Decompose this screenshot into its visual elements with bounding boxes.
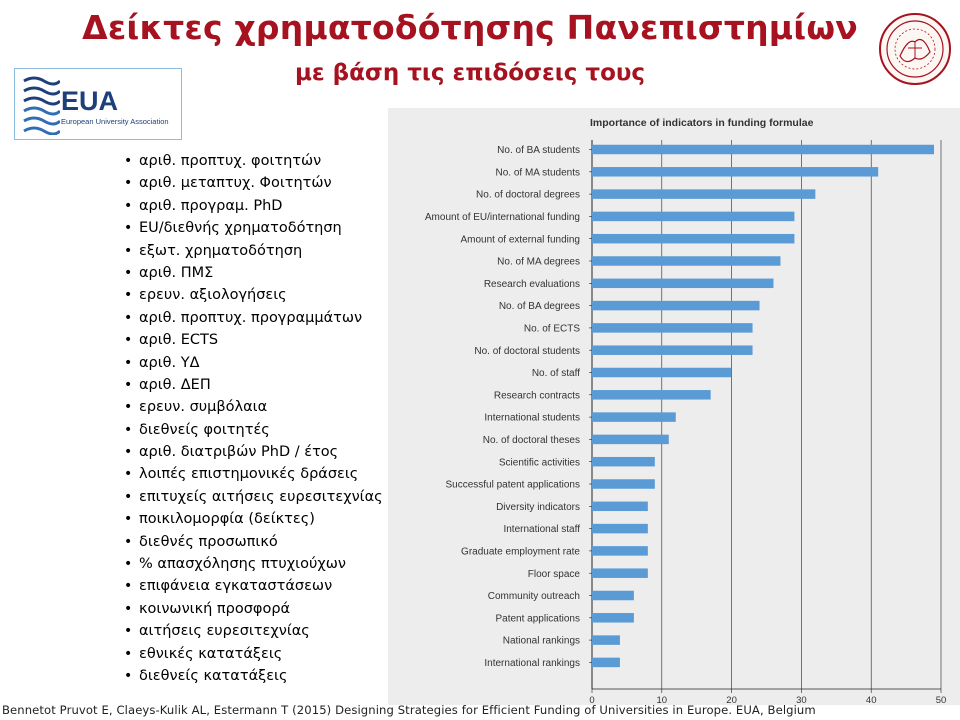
bullet-item: • λοιπές επιστημονικές δράσεις [124, 463, 383, 485]
bar [592, 435, 669, 445]
bar [592, 568, 648, 578]
bar [592, 234, 794, 244]
x-tick-label: 30 [796, 695, 807, 705]
x-tick-label: 50 [935, 695, 947, 705]
bullet-item: • διεθνές προσωπικό [124, 531, 383, 553]
bullet-item: • κοινωνική προσφορά [124, 598, 383, 620]
category-label: Patent applications [495, 613, 580, 625]
bar [592, 524, 648, 534]
category-label: Research evaluations [483, 278, 580, 290]
funding-indicators-chart [388, 108, 960, 705]
bar [592, 189, 815, 199]
category-label: No. of MA students [495, 167, 580, 179]
category-label: International rankings [484, 658, 580, 669]
bullet-item: • αριθ. μεταπτυχ. Φοιτητών [124, 172, 383, 194]
bar [592, 479, 655, 489]
chart-title: Importance of indicators in funding formulae [590, 117, 814, 129]
category-label: No. of BA students [497, 145, 580, 157]
bar [592, 635, 620, 645]
bullet-item: • ερευν. συμβόλαια [124, 396, 383, 418]
category-label: Floor space [527, 568, 580, 580]
bar [592, 412, 676, 422]
bar [592, 457, 655, 467]
bar [592, 613, 634, 623]
category-label: International students [484, 412, 580, 424]
indicator-bullet-list [124, 150, 383, 687]
category-label: Amount of EU/international funding [424, 212, 580, 223]
bullet-item: • αριθ. προπτυχ. προγραμμάτων [124, 307, 383, 329]
bar [592, 658, 620, 668]
bullet-item: • διεθνείς κατατάξεις [124, 665, 383, 687]
bullet-item: • αριθ. πρoγραμ. PhD [124, 195, 383, 217]
eua-logo-tagline: European University Association [61, 117, 169, 126]
bullet-item: • επιφάνεια εγκαταστάσεων [124, 575, 383, 597]
x-tick-label: 10 [656, 695, 668, 705]
bullet-item: • επιτυχείς αιτήσεις ευρεσιτεχνίας [124, 486, 383, 508]
category-label: National rankings [502, 635, 580, 647]
category-label: International staff [503, 524, 580, 536]
bullet-item: • αιτήσεις ευρεσιτεχνίας [124, 620, 383, 642]
bullet-item: • % απασχόλησης πτυχιούχων [124, 553, 383, 575]
bullet-item: • αριθ. ΥΔ [124, 352, 383, 374]
source-citation: Bennetot Pruvot E, Claeys-Kulik AL, Estermann T (2015) Designing Strategies for Efficient Funding of Universities in Europe. EUA, Belgium [2, 703, 816, 717]
category-label: No. of MA degrees [497, 256, 580, 268]
category-label: No. of ECTS [523, 323, 580, 335]
category-label: Research contracts [493, 390, 580, 402]
bullet-item: • ποικιλομορφία (δείκτες) [124, 508, 383, 530]
bullet-item: • EU/διεθνής χρηματοδότηση [124, 217, 383, 239]
bullet-item: • αριθ. ΠΜΣ [124, 262, 383, 284]
category-label: Community outreach [487, 591, 580, 603]
category-label: Diversity indicators [496, 501, 580, 513]
bar [592, 167, 878, 177]
bar [592, 323, 753, 333]
bar [592, 279, 773, 289]
bullet-item: • ερευν. αξιολογήσεις [124, 284, 383, 306]
category-label: No. of doctoral students [474, 345, 580, 357]
bar [592, 591, 634, 601]
bar [592, 390, 711, 400]
category-label: No. of doctoral theses [482, 435, 580, 446]
x-tick-label: 20 [726, 695, 737, 705]
bullet-item: • αριθ. διατριβών PhD / έτος [124, 441, 383, 463]
bar [592, 345, 753, 355]
bullet-item: • εθνικές κατατάξεις [124, 643, 383, 665]
bar [592, 368, 732, 378]
slide-title: Δείκτες χρηματοδότησης Πανεπιστημίων [82, 8, 858, 47]
bar [592, 502, 648, 512]
bar [592, 145, 934, 155]
eua-logo-text: EUA [61, 86, 119, 116]
bullet-item: • αριθ. ECTS [124, 329, 383, 351]
bar [592, 256, 780, 266]
x-tick-label: 40 [865, 695, 877, 705]
bar [592, 301, 760, 311]
x-tick-label: 0 [589, 695, 595, 705]
university-seal-icon [878, 12, 952, 86]
category-label: No. of doctoral degrees [476, 189, 580, 201]
category-label: Graduate employment rate [461, 546, 580, 558]
category-label: No. of staff [531, 368, 580, 380]
eua-waves-icon [20, 73, 60, 135]
category-label: No. of BA degrees [498, 301, 580, 313]
category-label: Amount of external funding [460, 234, 580, 246]
slide-subtitle: με βάση τις επιδόσεις τους [294, 60, 646, 86]
category-label: Successful patent applications [445, 479, 580, 491]
bullet-item: • αριθ. προπτυχ. φοιτητών [124, 150, 383, 172]
bar [592, 546, 648, 556]
bullet-item: • εξωτ. χρηματοδότηση [124, 240, 383, 262]
eua-logo [14, 68, 182, 140]
bullet-item: • αριθ. ΔΕΠ [124, 374, 383, 396]
bullet-item: • διεθνείς φοιτητές [124, 419, 383, 441]
category-label: Scientific activities [498, 457, 580, 469]
bar [592, 212, 794, 222]
